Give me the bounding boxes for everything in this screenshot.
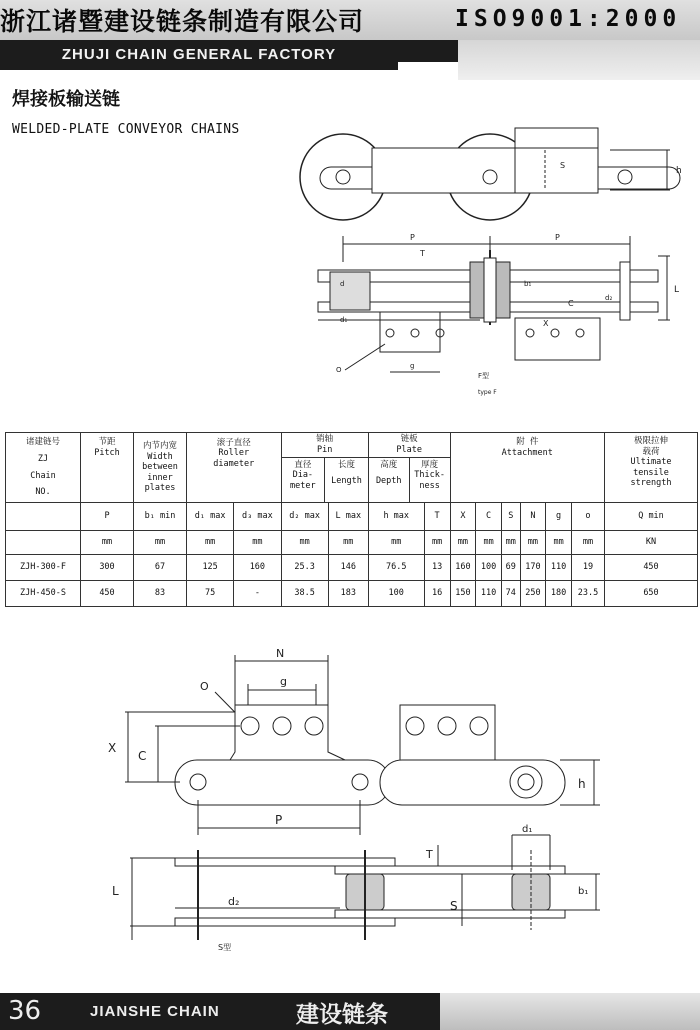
page-title-en: WELDED-PLATE CONVEYOR CHAINS bbox=[12, 122, 240, 137]
table-unit-row: mm mm mm mm mm mm mm mm mm mm mm mm mm mm KN bbox=[6, 531, 698, 555]
link-plate bbox=[175, 760, 390, 805]
label-p1: P bbox=[410, 233, 415, 242]
page-title-cn: 焊接板输送链 bbox=[12, 89, 120, 110]
label-o: O bbox=[200, 680, 209, 693]
table-row: ZJH-300-F 300 67 125 160 25.3 146 76.5 13 160 100 69 170 110 19 450 bbox=[6, 555, 698, 581]
footer-brand-cn: 建设链条 bbox=[296, 1002, 388, 1028]
label-t: T bbox=[426, 848, 433, 861]
type-s-label: S型 bbox=[218, 943, 232, 952]
type-label-en: type F bbox=[478, 389, 497, 396]
type-label-cn: F型 bbox=[478, 372, 490, 380]
header-attachment: 附 件 Attachment bbox=[450, 433, 604, 503]
label-s: S bbox=[450, 899, 458, 913]
table-row: ZJH-450-S 450 83 75 - 38.5 183 100 16 150 110 74 250 180 23.5 650 bbox=[6, 581, 698, 607]
label-d2: d₂ bbox=[228, 895, 240, 908]
header-width: 内节内宽 Width between inner plates bbox=[134, 433, 187, 503]
label-c: C bbox=[568, 299, 574, 308]
iso-certification: ISO9001:2000 bbox=[455, 6, 682, 32]
label-g: g bbox=[280, 675, 287, 688]
label-d: d bbox=[340, 280, 345, 288]
label-s: S bbox=[560, 161, 566, 170]
table-symbol-row: P b₁ min d₁ max d₃ max d₂ max L max h max T X C S N g o Q min bbox=[6, 503, 698, 531]
label-p2: P bbox=[555, 233, 560, 242]
label-d1: d₁ bbox=[522, 824, 533, 835]
header-chain-no: 诸建链号 ZJ Chain NO. bbox=[6, 433, 81, 503]
bar-tab bbox=[398, 40, 458, 62]
spec-table bbox=[5, 432, 698, 607]
label-p: P bbox=[275, 813, 283, 827]
label-d2: d₂ bbox=[605, 294, 613, 302]
footer-brand-en: JIANSHE CHAIN bbox=[90, 1003, 220, 1020]
label-l: L bbox=[674, 285, 680, 295]
header-plate: 链板 Plate 高度 Depth 厚度 Thick- ness bbox=[368, 433, 450, 503]
company-name-cn: 浙江诸暨建设链条制造有限公司 bbox=[0, 7, 365, 36]
label-b1: b₁ bbox=[524, 280, 532, 288]
label-l: L bbox=[112, 884, 119, 898]
type-s-chain-drawing bbox=[100, 640, 620, 970]
company-name-en: ZHUJI CHAIN GENERAL FACTORY bbox=[61, 46, 337, 63]
label-c: C bbox=[138, 749, 147, 763]
page-number: 36 bbox=[8, 996, 42, 1026]
header-strength: 极限拉伸 载荷 Ultimate tensile strength bbox=[605, 433, 698, 503]
label-n: N bbox=[276, 647, 285, 660]
label-b1: b₁ bbox=[578, 886, 589, 897]
header-roller: 滚子直径 Roller diameter bbox=[187, 433, 282, 503]
label-h: h bbox=[676, 166, 682, 176]
header-gradient bbox=[458, 40, 700, 80]
label-g: g bbox=[410, 362, 415, 370]
label-t: T bbox=[420, 249, 425, 258]
label-h: h bbox=[578, 777, 586, 791]
label-d1: d₁ bbox=[340, 316, 348, 324]
roller-section bbox=[330, 272, 370, 310]
table-header-row bbox=[6, 433, 698, 503]
label-x: X bbox=[108, 741, 117, 755]
header-pin: 销轴 Pin 直径 Dia- meter 长度 Length bbox=[281, 433, 368, 503]
type-f-chain-drawing bbox=[290, 118, 700, 400]
label-x: X bbox=[543, 319, 549, 328]
label-o: O bbox=[336, 366, 342, 374]
header-pitch: 节距 Pitch bbox=[81, 433, 134, 503]
footer-gradient bbox=[440, 993, 700, 1030]
